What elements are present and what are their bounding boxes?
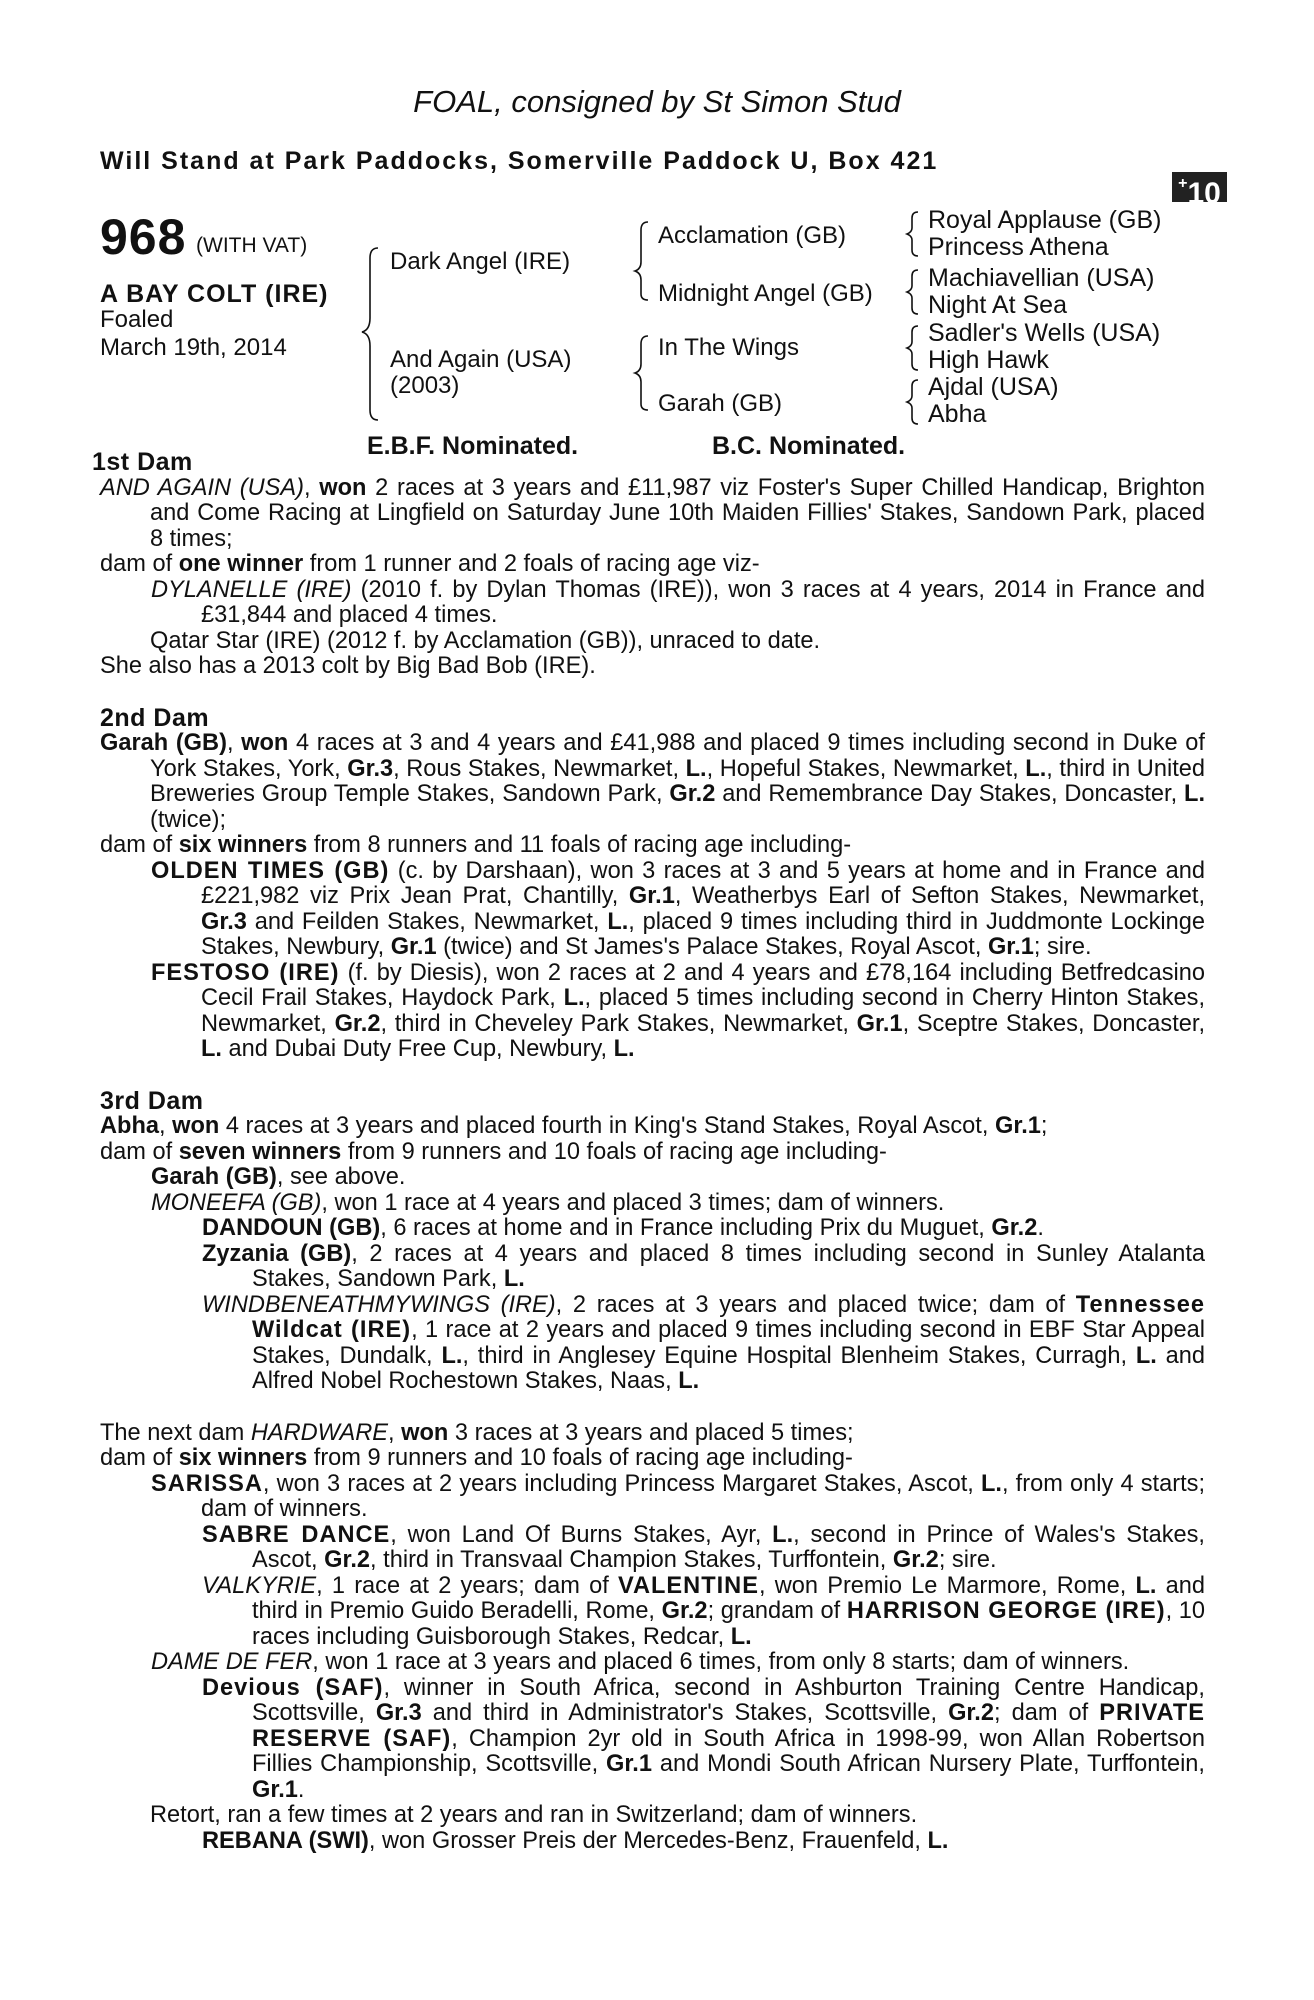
pedigree-sire-dam: Midnight Angel (GB) [658, 280, 873, 307]
brace-sire [635, 222, 648, 300]
stand-location: Will Stand at Park Paddocks, Somerville Paddock U, Box 421 [100, 147, 939, 175]
text: ; dam of [993, 1700, 1100, 1726]
grade: L. [730, 1623, 752, 1650]
first-dam-produce [100, 552, 1205, 578]
grade: L. [772, 1521, 794, 1548]
horse-name: FESTOSO (IRE) [151, 959, 340, 986]
grade: Gr.2 [324, 1547, 371, 1573]
text: 4 races at 3 and 4 years and £41,988 and placed 9 times including second in Duke of York Stakes, York, [150, 730, 1205, 782]
text: 2 races at 3 years and £11,987 viz Foster's Super Chilled Handicap, Brighton and Come Racing at Lingfield on Saturday June 10th Maiden Fillies' Stakes, Sandown Park, placed 8 times; [150, 474, 1205, 552]
horse-name: DYLANELLE (IRE) [151, 576, 352, 603]
grade: Gr.3 [375, 1700, 422, 1726]
pedigree-g3-1: Royal Applause (GB) [928, 206, 1162, 234]
text: 4 races at 3 years and placed fourth in King's Stand Stakes, Royal Ascot, [219, 1113, 995, 1139]
grade: L. [1135, 1342, 1157, 1369]
section-second-dam: 2nd Dam [100, 703, 210, 732]
produce-retort: Retort, ran a few times at 2 years and ran in Switzerland; dam of winners. [150, 1802, 918, 1828]
badge-number: 10 [1187, 177, 1221, 210]
horse-name: DANDOUN (GB) [202, 1215, 381, 1241]
text: . [297, 1776, 305, 1803]
dam-name: HARDWARE [250, 1419, 389, 1446]
grade: L. [927, 1827, 949, 1854]
text: and Mondi South African Nursery Plate, Turffontein, [651, 1751, 1205, 1777]
produce-zyzania [100, 1242, 1205, 1293]
pedigree-g3-4: Night At Sea [928, 291, 1067, 319]
grade: L. [1184, 781, 1205, 807]
text: 3 races at 3 years and placed 5 times; [448, 1419, 854, 1446]
pedigree-g3-6: High Hawk [928, 346, 1049, 374]
text: , won 1 race at 4 years and placed 3 times; dam of winners. [321, 1189, 945, 1216]
text: , second in Prince of Wales's Stakes, Ascot, [252, 1521, 1205, 1573]
text: (c. by Darshaan), won 3 races at 3 and 5 years at home and in France and £221,982 viz Prix Jean Prat, Chantilly, [201, 857, 1205, 909]
consignor-line: FOAL, consigned by St Simon Stud [413, 84, 901, 119]
text: (twice); [150, 806, 227, 833]
brace-g3-4 [907, 380, 918, 424]
text: , [304, 474, 320, 501]
brace-g3-2 [907, 270, 918, 314]
grade: Gr.2 [661, 1598, 708, 1624]
grade: L. [563, 985, 585, 1011]
foaled-label: Foaled [100, 306, 174, 333]
brace-g3-3 [907, 326, 918, 370]
grade: L. [678, 1368, 700, 1394]
text: , third in Transvaal Champion Stakes, Turffontein, [370, 1547, 893, 1573]
grade: L. [503, 1266, 525, 1292]
text: dam of [100, 1138, 179, 1165]
horse-name: Garah (GB) [151, 1164, 277, 1190]
text: , 2 races at 3 years and placed twice; dam of [555, 1291, 1076, 1318]
badge-plus: + [1178, 175, 1188, 192]
grade: Gr.1 [606, 1751, 652, 1777]
pedigree-g3-7: Ajdal (USA) [928, 373, 1059, 401]
text: and Dubai Duty Free Cup, Newbury, [221, 1036, 614, 1062]
ebf-nominated: E.B.F. Nominated. [367, 432, 579, 460]
text: The next dam [100, 1419, 251, 1446]
text: and Alfred Nobel Rochestown Stakes, Naas, [252, 1342, 1205, 1394]
text: , third in Anglesey Equine Hospital Blenheim Stakes, Curragh, [462, 1342, 1136, 1369]
lot-number: 968 [100, 209, 187, 265]
text: dam of [100, 551, 179, 577]
grade: Gr.1 [856, 1010, 903, 1037]
horse-name: REBANA (SWI) [202, 1827, 369, 1854]
text: , [158, 1113, 173, 1139]
grade: L. [613, 1036, 635, 1062]
pedigree-g3-3: Machiavellian (USA) [928, 264, 1155, 292]
text: and Remembrance Day Stakes, Doncaster, [715, 781, 1185, 807]
grade: Gr.2 [991, 1215, 1038, 1241]
second-dam-produce [100, 833, 1205, 859]
text: , 6 races at home and in France including Prix du Muguet, [380, 1215, 992, 1241]
grade: Gr.2 [892, 1547, 939, 1573]
text: and third in Premio Guido Beradelli, Rome, [252, 1572, 1206, 1624]
pedigree-g3-5: Sadler's Wells (USA) [928, 319, 1161, 347]
pedigree-g3-2: Princess Athena [928, 233, 1109, 261]
produce-moneefa [100, 1191, 1205, 1217]
text: ; [1040, 1113, 1048, 1139]
text: , won Land Of Burns Stakes, Ayr, [390, 1521, 773, 1548]
produce-sabre-dance [100, 1523, 1205, 1574]
text: , won Grosser Preis der Mercedes-Benz, Frauenfeld, [368, 1827, 928, 1854]
pedigree-dam-sire: In The Wings [658, 334, 799, 361]
text: , placed 9 times including third in Juddmonte Lockinge Stakes, Newbury, [201, 908, 1205, 960]
produce-rebana [100, 1829, 1205, 1855]
vat-label: (WITH VAT) [196, 234, 308, 257]
produce-devious [100, 1676, 1205, 1804]
grade: L. [441, 1342, 463, 1369]
horse-name: HARRISON GEORGE (IRE) [846, 1598, 1166, 1624]
horse-name: Tennessee Wildcat (IRE) [252, 1291, 1205, 1343]
grade: L. [980, 1470, 1002, 1497]
horse-name: Devious (SAF) [202, 1674, 384, 1701]
second-dam-entry [100, 731, 1205, 833]
text: dam of [100, 832, 179, 858]
text: and third in Administrator's Stakes, Scottsville, [421, 1700, 949, 1726]
dam-name: Abha [100, 1113, 159, 1139]
text: , Champion 2yr old in South Africa in 1998-99, won Allan Robertson Fillies Championship, Scottsville, [252, 1725, 1205, 1777]
text: , 2 races at 4 years and placed 8 times including second in Sunley Atalanta Stakes, Sandown Park, [252, 1240, 1206, 1292]
text: , won 1 race at 3 years and placed 6 times, from only 8 starts; dam of winners. [312, 1649, 1130, 1675]
produce-dame-de-fer [100, 1650, 1205, 1676]
brace-g3-1 [907, 212, 918, 256]
brace-main [362, 248, 378, 420]
horse-name: MONEEFA (GB) [151, 1189, 322, 1216]
text: , won 3 races at 2 years including Princess Margaret Stakes, Ascot, [262, 1470, 981, 1497]
third-dam-entry [100, 1114, 1205, 1140]
text: , Rous Stakes, Newmarket, [393, 755, 686, 782]
grade: Gr.2 [948, 1700, 994, 1726]
lot-description: A BAY COLT (IRE) [100, 280, 329, 308]
text: , winner in South Africa, second in Ashburton Training Centre Handicap, Scottsville, [252, 1674, 1205, 1726]
winners-count: six winners [178, 1445, 308, 1471]
grade: L. [1135, 1572, 1157, 1599]
text: ; grandam of [707, 1598, 847, 1624]
text: , placed 5 times including second in Cherry Hinton Stakes, Newmarket, [201, 985, 1205, 1037]
text: , [226, 730, 242, 756]
text: , Sceptre Stakes, Doncaster, [902, 1010, 1206, 1037]
horse-name: VALENTINE [617, 1572, 759, 1599]
next-dam-entry [100, 1421, 1205, 1447]
won-label: won [241, 730, 289, 756]
third-dam-produce [100, 1140, 1205, 1166]
produce-valkyrie [100, 1574, 1205, 1651]
pedigree-g3-8: Abha [928, 400, 987, 428]
produce-garah [100, 1165, 1205, 1191]
text: dam of [100, 1445, 179, 1471]
grade: Gr.1 [252, 1776, 298, 1803]
text: from 8 runners and 11 foals of racing age including- [307, 832, 852, 858]
produce-olden-times [100, 859, 1205, 961]
grade: Gr.3 [347, 755, 394, 782]
pedigree-dam-dam: Garah (GB) [658, 390, 783, 417]
text: (2010 f. by Dylan Thomas (IRE)), won 3 races at 4 years, 2014 in France and £31,844 and placed 4 times. [201, 576, 1205, 628]
produce-dandoun [100, 1216, 1205, 1242]
produce-festoso [100, 961, 1205, 1063]
text: from 9 runners and 10 foals of racing age including- [341, 1138, 887, 1165]
grade: L. [607, 908, 629, 935]
grade: Gr.2 [334, 1010, 381, 1037]
horse-name: WINDBENEATHMYWINGS (IRE) [202, 1291, 556, 1318]
catalogue-body [92, 448, 1206, 1854]
won-label: won [401, 1419, 449, 1446]
grade: L. [1025, 755, 1047, 782]
spacer [100, 1063, 1205, 1089]
text: , see above. [276, 1164, 406, 1190]
pedigree-dam: And Again (USA) [390, 346, 572, 373]
grade: Gr.3 [201, 908, 247, 935]
text: , third in Cheveley Park Stakes, Newmarket, [380, 1010, 857, 1037]
also-has: She also has a 2013 colt by Big Bad Bob (IRE). [100, 653, 596, 679]
grade: L. [685, 755, 707, 782]
produce-dylanelle [100, 578, 1205, 629]
pedigree-dam-year: (2003) [390, 372, 460, 399]
text: ; sire. [938, 1547, 997, 1573]
horse-name: VALKYRIE [202, 1572, 317, 1599]
text: , from only 4 starts; dam of winners. [201, 1470, 1205, 1522]
horse-name: SABRE DANCE [202, 1521, 391, 1548]
text: from 9 runners and 10 foals of racing age including- [307, 1445, 853, 1471]
grade: Gr.1 [987, 934, 1034, 960]
horse-name: PRIVATE RESERVE (SAF) [252, 1700, 1205, 1752]
text: , 10 races including Guisborough Stakes, Redcar, [252, 1598, 1205, 1650]
spacer [100, 1395, 1205, 1421]
text: , [388, 1419, 402, 1446]
text: , third in United Breweries Group Temple Stakes, Sandown Park, [150, 755, 1205, 807]
text: . [1037, 1215, 1044, 1241]
text: , Weatherbys Earl of Sefton Stakes, Newmarket, [674, 883, 1206, 909]
text: (twice) and St James's Palace Stakes, Royal Ascot, [436, 934, 988, 960]
text: and Feilden Stakes, Newmarket, [246, 908, 608, 935]
horse-name: OLDEN TIMES (GB) [151, 857, 390, 884]
section-third-dam: 3rd Dam [100, 1086, 204, 1115]
pedigree-sire: Dark Angel (IRE) [390, 248, 571, 275]
winners-count: seven winners [178, 1138, 342, 1165]
winners-count: one winner [178, 551, 304, 577]
bc-nominated: B.C. Nominated. [712, 432, 906, 460]
grade: Gr.2 [669, 781, 716, 807]
first-dam-entry [100, 476, 1205, 553]
produce-windbeneathmywings [100, 1293, 1205, 1395]
grade: L. [201, 1036, 222, 1062]
winners-count: six winners [178, 832, 308, 858]
text: (f. by Diesis), won 2 races at 2 and 4 years and £78,164 including Betfredcasino Cecil Frail Stakes, Haydock Park, [201, 959, 1205, 1011]
horse-name: SARISSA [151, 1470, 263, 1497]
grade: Gr.1 [390, 934, 437, 960]
horse-name: Zyzania (GB) [202, 1240, 352, 1267]
spacer [100, 680, 1205, 706]
grade: Gr.1 [628, 883, 675, 909]
text: , 1 race at 2 years and placed 9 times including second in EBF Star Appeal Stakes, Dundalk, [252, 1317, 1205, 1369]
dam-name: Garah (GB) [100, 730, 227, 756]
text: ; sire. [1033, 934, 1092, 960]
produce-qatar-star: Qatar Star (IRE) (2012 f. by Acclamation (GB)), unraced to date. [150, 627, 821, 654]
foaled-date: March 19th, 2014 [100, 334, 287, 361]
horse-name: DAME DE FER [151, 1649, 313, 1675]
text: , Hopeful Stakes, Newmarket, [706, 755, 1026, 782]
next-dam-produce [100, 1446, 1205, 1472]
produce-sarissa [100, 1472, 1205, 1523]
won-label: won [319, 474, 367, 501]
text: , won Premio Le Marmore, Rome, [758, 1572, 1136, 1599]
text: from 1 runner and 2 foals of racing age viz- [303, 551, 760, 577]
text: , 1 race at 2 years; dam of [316, 1572, 618, 1599]
pedigree-sire-sire: Acclamation (GB) [658, 222, 847, 249]
dam-name: AND AGAIN (USA) [100, 474, 304, 501]
section-first-dam: 1st Dam [92, 448, 193, 476]
won-label: won [172, 1113, 220, 1139]
brace-dam [635, 336, 648, 410]
grade: Gr.1 [994, 1113, 1041, 1139]
